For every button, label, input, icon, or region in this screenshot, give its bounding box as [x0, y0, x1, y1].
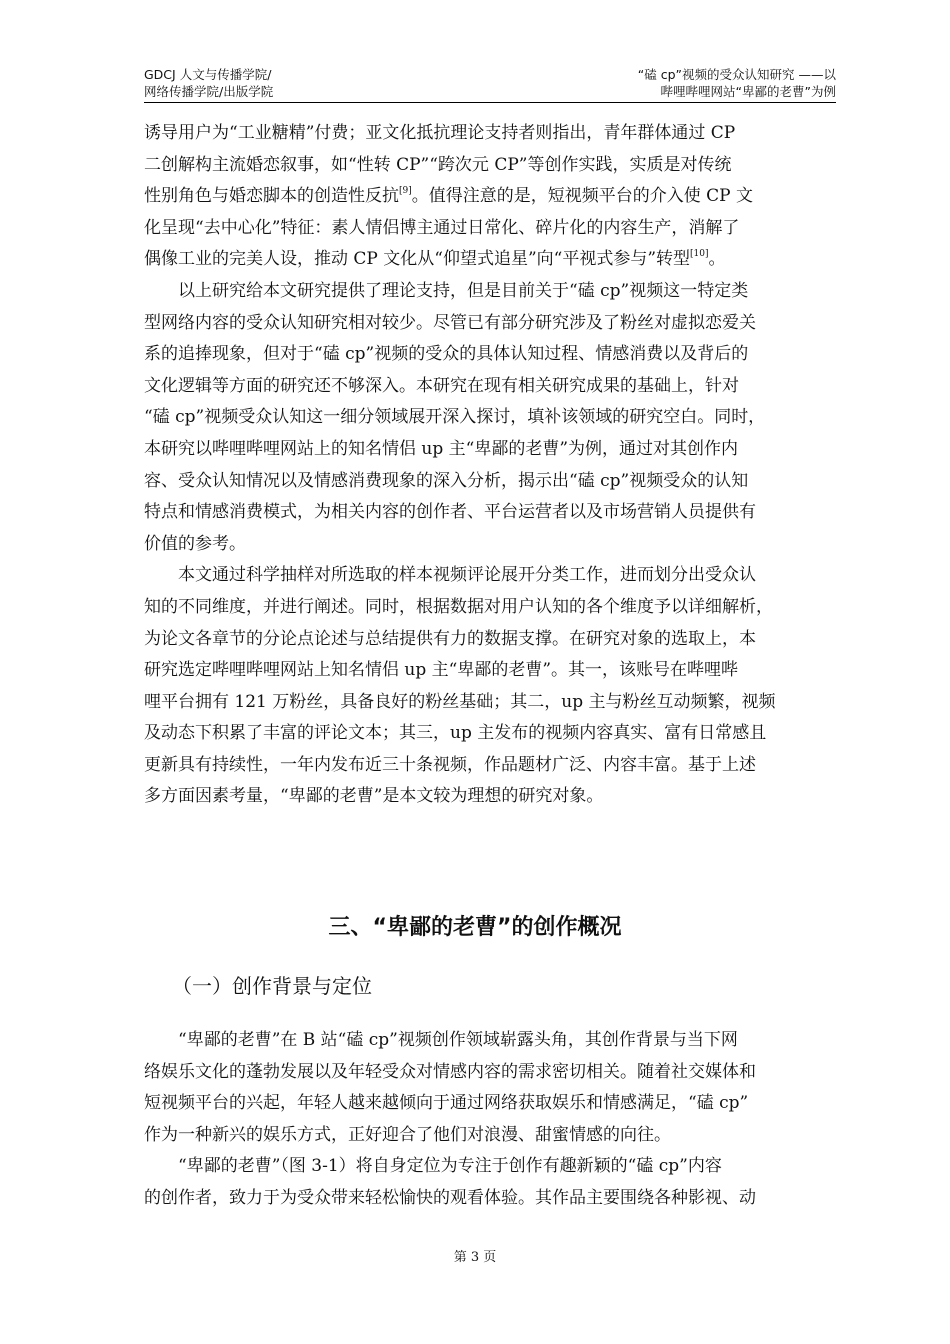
header-paper-title: “磕 cp”视频的受众认知研究 ——以 [637, 67, 836, 82]
citation-ref: [10] [690, 249, 709, 260]
text-line: 价值的参考。 [144, 533, 246, 554]
text-line: “卑鄙的老曹”在 B 站“磕 cp”视频创作领域崭露头角，其创作背景与当下网 [178, 1030, 738, 1050]
text-line: 络娱乐文化的蓬勃发展以及年轻受众对情感内容的需求密切相关。随着社交媒体和 [144, 1061, 756, 1082]
text-line: 为论文各章节的分论点论述与总结提供有力的数据支撑。在研究对象的选取上，本 [144, 628, 756, 649]
text-segment: 。值得注意的是，短视频平台的介入使 CP 文 [411, 186, 754, 207]
text-segment: 性别角色与婚恋脚本的创造性反抗 [144, 186, 399, 207]
text-line: 文化逻辑等方面的研究还不够深入。本研究在现有相关研究成果的基础上，针对 [144, 375, 739, 396]
text-line: 研究选定哔哩哔哩网站上知名情侣 up 主“卑鄙的老曹”。其一，该账号在哔哩哔 [144, 660, 739, 681]
header-right [638, 66, 836, 100]
citation-ref: [9] [399, 186, 412, 197]
text-line: 多方面因素考量，“卑鄙的老曹”是本文较为理想的研究对象。 [144, 786, 604, 807]
text-line: 以上研究给本文研究提供了理论支持，但是目前关于“磕 cp”视频这一特定类 [178, 280, 749, 301]
text-line: 作为一种新兴的娱乐方式，正好迎合了他们对浪漫、甜蜜情感的向往。 [144, 1124, 671, 1145]
text-line [144, 181, 836, 213]
text-line: 特点和情感消费模式，为相关内容的创作者、平台运营者以及市场营销人员提供有 [144, 502, 756, 523]
text-line: 系的追捧现象，但对于“磕 cp”视频的受众的具体认知过程、情感消费以及背后的 [144, 344, 749, 365]
text-line: 及动态下积累了丰富的评论文本；其三，up 主发布的视频内容真实、富有日常感且 [144, 723, 767, 744]
text-line: 化呈现“去中心化”特征：素人情侣博主通过日常化、碎片化的内容生产，消解了 [144, 217, 740, 238]
text-line: “磕 cp”视频受众认知这一细分领域展开深入探讨，填补该领域的研究空白。同时， [144, 407, 766, 428]
text-line: 的创作者，致力于为受众带来轻松愉快的观看体验。其作品主要围绕各种影视、动 [144, 1187, 756, 1208]
header-paper-subtitle: 哔哩哔哩网站“卑鄙的老曹”为例 [660, 84, 836, 99]
text-line: 本文通过科学抽样对所选取的样本视频评论展开分类工作，进而划分出受众认 [178, 565, 756, 586]
text-segment: 。 [708, 249, 726, 270]
header-department: 网络传播学院/出版学院 [144, 84, 274, 99]
text-line: “卑鄙的老曹”（图 3-1）将自身定位为专注于创作有趣新颖的“磕 cp”内容 [178, 1156, 722, 1177]
paragraph-4 [144, 1025, 836, 1151]
paragraph-2 [144, 276, 836, 560]
text-line [144, 244, 836, 276]
text-line: 更新具有持续性，一年内发布近三十条视频，作品题材广泛、内容丰富。基于上述 [144, 754, 756, 775]
body-text-section-3 [144, 1025, 836, 1215]
paragraph-3 [144, 560, 836, 813]
subsection-heading: （一）创作背景与定位 [172, 974, 372, 998]
text-line: 容、受众认知情况以及情感消费现象的深入分析，揭示出“磕 cp”视频受众的认知 [144, 470, 749, 491]
text-line: 短视频平台的兴起，年轻人越来越倾向于通过网络获取娱乐和情感满足，“磕 cp” [144, 1093, 749, 1114]
text-line: 知的不同维度，并进行阐述。同时，根据数据对用户认知的各个维度予以详细解析， [144, 596, 773, 617]
text-line: 型网络内容的受众认知研究相对较少。尽管已有部分研究涉及了粉丝对虚拟恋爱关 [144, 312, 756, 333]
header-left [144, 66, 273, 100]
header-institution: GDCJ 人文与传播学院/ [144, 67, 272, 82]
text-line: 哩平台拥有 121 万粉丝，具备良好的粉丝基础；其二，up 主与粉丝互动频繁，视频 [144, 691, 776, 712]
text-line: 二创解构主流婚恋叙事，如“性转 CP”“跨次元 CP”等创作实践，实质是对传统 [144, 154, 732, 175]
text-segment: 偶像工业的完美人设，推动 CP 文化从“仰望式追星”向“平视式参与”转型 [144, 249, 691, 270]
page-header [144, 66, 836, 103]
paragraph-5 [144, 1151, 836, 1214]
page-number: 第 3 页 [453, 1250, 497, 1265]
text-line: 本研究以哔哩哔哩网站上的知名情侣 up 主“卑鄙的老曹”为例，通过对其创作内 [144, 438, 739, 459]
body-text [144, 118, 836, 813]
text-line: 诱导用户为“工业糖精”付费；亚文化抵抗理论支持者则指出，青年群体通过 CP [144, 123, 736, 143]
paragraph-1 [144, 118, 836, 276]
section-heading: 三、“卑鄙的老曹”的创作概况 [328, 915, 622, 940]
